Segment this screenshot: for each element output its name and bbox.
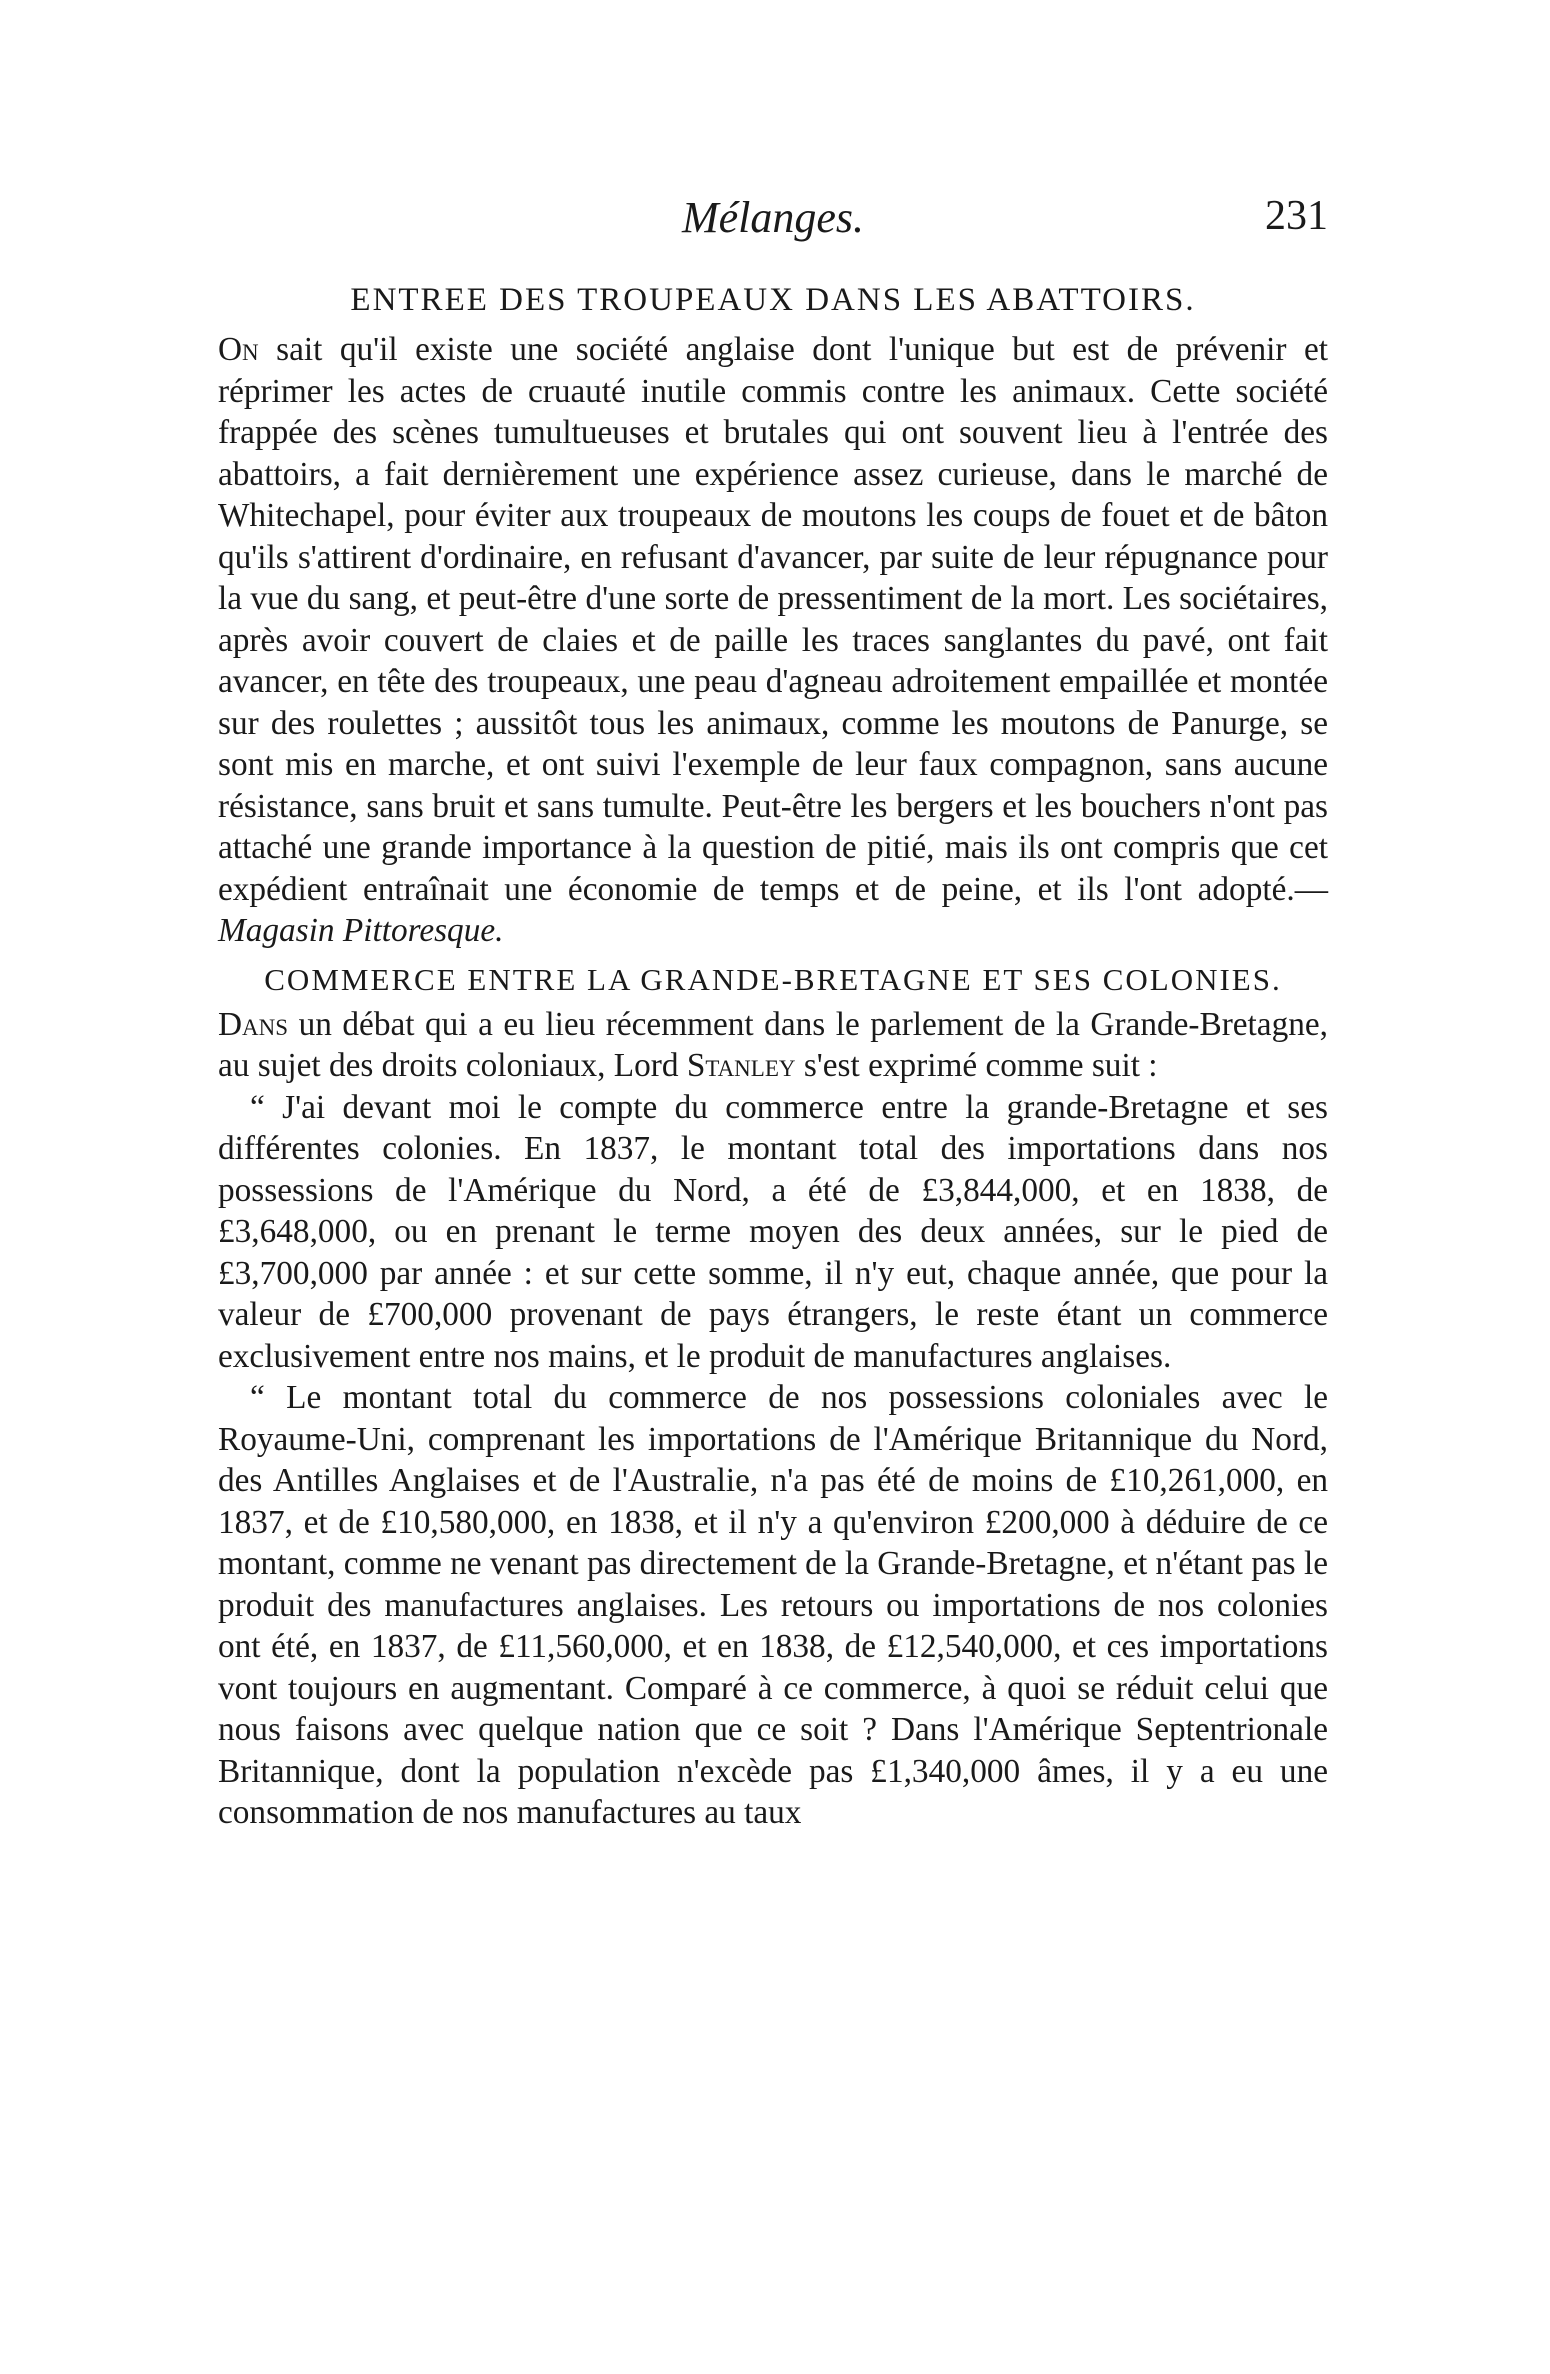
article-heading-abattoirs: ENTREE DES TROUPEAUX DANS LES ABATTOIRS. [350, 282, 1196, 318]
quote-paragraph-2: “ Le montant total du commerce de nos possessions coloniales avec le Royaume-Uni, comprenant les importations de l'Amérique Britannique du Nord, des Antilles Anglaises et de l'Australie, n'a pas été de moins de £10,261,000, en 1837, et de £10,580,000, en 1838, et il n'y a qu'environ £200,000 à déduire de ce montant, comme ne venant pas directement de la Grande-Bretagne, et n'étant pas le produit des manufactures anglaises. Les retours ou importations de nos colonies ont été, en 1837, de £11,560,000, et en 1838, de £12,540,000, et ces importations vont toujours en augmentant. Comparé à ce commerce, à quoi se réduit celui que nous faisons avec quelque nation que ce soit ? Dans l'Amérique Septentrionale Britannique, dont la population n'excède pas £1,340,000 âmes, il y a eu une consommation de nos manufactures au taux [218, 1379, 1328, 1831]
quote-paragraph-1: “ J'ai devant moi le compte du commerce entre la grande-Bretagne et ses différentes colonies. En 1837, le montant total des importations dans nos possessions de l'Amérique du Nord, a été de £3,844,000, et en 1838, de £3,648,000, ou en prenant le terme moyen des deux années, sur le pied de £3,700,000 par année : et sur cette somme, il n'y eut, chaque année, que pour la valeur de £700,000 provenant de pays étrangers, le reste étant un commerce exclusivement entre nos mains, et le produit de manufactures anglaises. [218, 1088, 1328, 1375]
article-text: sait qu'il existe une société anglaise dont l'unique but est de prévenir et réprimer les actes de cruauté inutile commis contre les animaux. Cette société frappée des scènes tumultueuses et brutales qui ont souvent lieu à l'entrée des abattoirs, a fait dernièrement une expérience assez curieuse, dans le marché de Whitechapel, pour éviter aux troupeaux de moutons les coups de fouet et de bâton qu'ils s'attirent d'ordinaire, en refusant d'avancer, par suite de leur répugnance pour la vue du sang, et peut-être d'une sorte de pressentiment de la mort. Les sociétaires, après avoir couvert de claies et de paille les traces sanglantes du pavé, ont fait avancer, en tête des troupeaux, une peau d'agneau adroitement empaillée et montée sur des roulettes ; aussitôt tous les animaux, comme les moutons de Panurge, se sont mis en marche, et ont suivi l'exemple de leur faux compagnon, sans aucune résistance, sans bruit et sans tumulte. Peut-être les bergers et les bouchers n'ont pas attaché une grande importance à la question de pitié, mais ils ont compris que cet expédient entraînait une économie de temps et de peine, et ils l'ont adopté.— [218, 331, 1328, 908]
page-number: 231 [1265, 193, 1328, 239]
lead-word: Dans [218, 1005, 289, 1043]
article-source: Magasin Pittoresque. [218, 912, 504, 949]
article-body-commerce-intro [218, 1004, 1328, 1087]
intro-text: un débat qui a eu lieu récemment dans le parlement de la Grande-Bretagne, au sujet des droits coloniaux, Lord [218, 1005, 1328, 1084]
article-heading-commerce: COMMERCE ENTRE LA GRANDE-BRETAGNE ET SES COLONIES. [264, 961, 1282, 997]
running-title: Mélanges. [681, 193, 865, 242]
running-head [218, 190, 1328, 260]
speaker-name: Stanley [686, 1047, 796, 1084]
lead-word: On [218, 331, 259, 368]
book-page [218, 190, 1328, 1834]
intro-text-end: s'est exprimé comme suit : [795, 1047, 1158, 1084]
article-body-abattoirs [218, 329, 1328, 952]
